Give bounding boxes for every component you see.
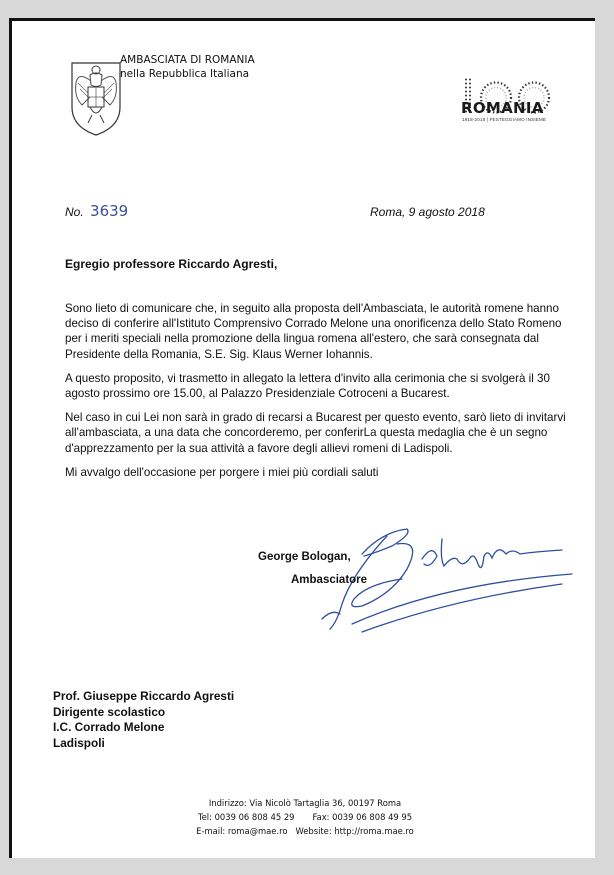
letter-footer (12, 796, 598, 838)
footer-email[interactable]: E-mail: roma@mae.ro (196, 826, 288, 836)
signatory-title: Ambasciatore (291, 574, 368, 586)
letter-body (65, 301, 575, 489)
embassy-line-2: nella Repubblica Italiana (120, 68, 250, 80)
logo-wordmark: ROMANIA (461, 99, 544, 117)
footer-website[interactable]: Website: http://roma.mae.ro (295, 826, 414, 836)
body-paragraph: Nel caso in cui Lei non sarà in grado di recarsi a Bucarest per questo evento, sarò lieto di invitarvi all'ambasciata, a una data che concorderemo, per conferirLa questa medaglia che è un segno d'apprezzamento per la sua attività a favore degli allievi romeni di Ladispoli. (65, 411, 566, 455)
embassy-name (120, 53, 255, 81)
letter-date: Roma, 9 agosto 2018 (370, 205, 485, 219)
recipient-address (53, 689, 234, 751)
body-paragraph: Sono lieto di comunicare che, in seguito alla proposta dell'Ambasciata, le autorità romene hanno deciso di conferire all'Istituto Comprensivo Corrado Melone una onorificenza dello Stato Romeno per i meriti speciali nella promozione della lingua romena all'estero, che sarà consegnata dal Presidente della Romania, S.E. Sig. Klaus Werner Iohannis. (65, 302, 562, 361)
logo-tagline: 1918-2018 | FESTEGGIAMO INSIEME (462, 117, 547, 122)
signatory-name: George Bologan, (258, 551, 351, 563)
recipient-line: I.C. Corrado Melone (53, 720, 165, 734)
letter-page (9, 18, 595, 858)
reference-number (65, 202, 128, 220)
reference-value: 3639 (90, 202, 129, 220)
embassy-line-1: AMBASCIATA DI ROMANIA (120, 54, 255, 66)
footer-address: Indirizzo: Via Nicolò Tartaglia 36, 00197 Roma (208, 798, 402, 808)
body-paragraph: A questo proposito, vi trasmetto in allegato la lettera d'invito alla cerimonia che si svolgerà il 30 agosto prossimo ore 15.00, al Palazzo Presidenziale Cotroceni a Bucarest. (65, 371, 550, 401)
body-paragraph: Mi avvalgo dell'occasione per porgere i miei più cordiali saluti (65, 465, 379, 479)
recipient-line: Ladispoli (53, 735, 105, 750)
recipient-line: Prof. Giuseppe Riccardo Agresti (53, 689, 235, 703)
reference-label: No. (65, 205, 84, 219)
salutation: Egregio professore Riccardo Agresti, (65, 257, 278, 271)
recipient-line: Dirigente scolastico (53, 704, 166, 719)
footer-tel: Tel: 0039 06 808 45 29 (197, 812, 295, 822)
romanian-coat-of-arms-icon (68, 57, 124, 137)
footer-fax: Fax: 0039 06 808 49 95 (312, 812, 413, 822)
romania-100-logo-icon (460, 58, 560, 138)
